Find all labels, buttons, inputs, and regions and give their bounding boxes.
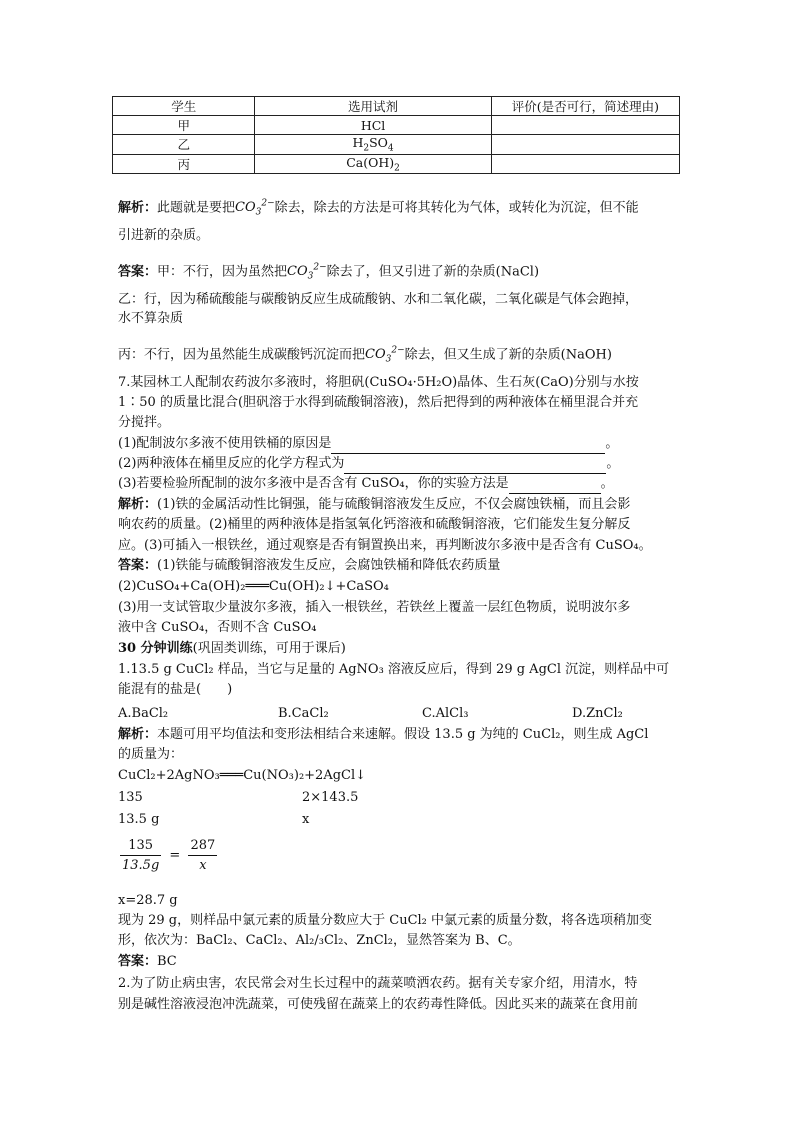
q1-analysis-2: 的质量为： (118, 747, 184, 762)
q2-line-1: 2.为了防止病虫害，农民常会对生长过程中的蔬菜喷洒农药。据有关专家介绍，用清水，特 (118, 976, 638, 991)
answer-blank (344, 459, 606, 474)
q7-answer-3b: 液中含 CuSO₄，否则不含 CuSO₄ (118, 620, 317, 635)
fraction-numerator: 135 (128, 838, 154, 853)
ratio-value: x (302, 812, 310, 827)
q1-answer (118, 952, 680, 972)
table-cell-student: 丙 (113, 154, 255, 174)
q1-analysis-1 (118, 725, 680, 745)
table-row (113, 135, 680, 155)
q1-ratio-row-1 (118, 788, 680, 808)
section-subtitle: (巩固类训练，可用于课后) (192, 641, 346, 656)
q7-stem-1: 7.某园林工人配制农药波尔多液时，将胆矾(CuSO₄·5H₂O)晶体、生石灰(CaO)分别与水按 (118, 375, 639, 390)
carbonate-formula: $CO_3^{2-}$ (365, 346, 405, 365)
q7-sub3 (118, 474, 680, 494)
q6-answer-yi-2: 水不算杂质 (118, 311, 184, 326)
table-cell-reagent: HCl (255, 116, 491, 135)
q7-stem-3: 分搅拌。 (118, 415, 171, 430)
q1-stem-2: 能混有的盐是( ) (118, 682, 233, 697)
q7-analysis-1 (118, 495, 680, 515)
option-d: D.ZnCl₂ (572, 706, 623, 721)
q6-analysis-line1 (118, 194, 680, 223)
q7-answer-2: (2)CuSO₄+Ca(OH)₂═══Cu(OH)₂↓+CaSO₄ (118, 579, 389, 594)
q7-analysis-3: 应。(3)可插入一根铁丝，通过观察是否有铜置换出来，再判断波尔多液中是否含有 CuSO₄。 (118, 538, 652, 553)
option-c: C.AlCl₃ (422, 706, 469, 721)
period: 。 (600, 476, 614, 491)
table-cell-reagent: $Ca(OH)_2$ (255, 154, 491, 174)
q7-sub2 (118, 454, 680, 474)
q7-answer-3a: (3)用一支试管取少量波尔多液，插入一根铁丝，若铁丝上覆盖一层红色物质，说明波尔多 (118, 600, 631, 615)
table-cell-eval (491, 154, 679, 174)
answer-label: 答案： (118, 954, 158, 969)
answer-text: (1)铁能与硫酸铜溶液发生反应，会腐蚀铁桶和降低农药质量 (157, 558, 501, 573)
fraction-right (188, 838, 217, 873)
analysis-text: 本题可用平均值法和变形法相结合来速解。假设 13.5 g 为纯的 CuCl₂，则生成 AgCl (157, 727, 649, 742)
section-heading (118, 639, 680, 659)
analysis-label: 解析： (118, 200, 158, 216)
analysis-text: 除去，除去的方法是可将其转化为气体，或转化为沉淀，但不能 (274, 200, 639, 216)
analysis-text: (1)铁的金属活动性比铜强，能与硫酸铜溶液发生反应，不仅会腐蚀铁桶，而且会影 (157, 497, 631, 512)
ratio-value: 13.5 g (118, 812, 160, 827)
option-b: B.CaCl₂ (278, 706, 329, 721)
fraction-denominator: 13.5g (120, 855, 161, 873)
answer-text: 除去了，但又引进了新的杂质(NaCl) (326, 264, 540, 280)
analysis-label: 解析： (118, 727, 158, 742)
fraction-left (120, 838, 161, 873)
ratio-value: 2×143.5 (302, 790, 359, 805)
answer-text: 甲：不行，因为虽然把 (157, 264, 288, 280)
q7-sub1 (118, 434, 680, 454)
ratio-value: 135 (118, 790, 143, 805)
table-cell-eval (491, 116, 679, 135)
table-cell-reagent: $H_2SO_4$ (255, 135, 491, 155)
table-header: 选用试剂 (255, 97, 491, 116)
table-cell-student: 甲 (113, 116, 255, 135)
q7-stem-2: 1∶50 的质量比混合(胆矾溶于水得到硫酸铜溶液)，然后把得到的两种液体在桶里混合并充 (118, 395, 639, 410)
table-header-row (113, 97, 680, 116)
carbonate-formula: $CO_3^{2-}$ (235, 199, 275, 218)
table-header: 学生 (113, 97, 255, 116)
answer-text: 除去，但又生成了新的杂质(NaOH) (404, 347, 612, 363)
proportion-equation (120, 838, 217, 873)
question-text: (2)两种液体在桶里反应的化学方程式为 (118, 456, 345, 471)
q2-line-2: 别是碱性溶液浸泡冲洗蔬菜，可使残留在蔬菜上的农药毒性降低。因此买来的蔬菜在食用前 (118, 997, 639, 1012)
q1-ratio-row-2 (118, 810, 680, 830)
answer-blank (509, 479, 601, 494)
reagent-table (112, 96, 680, 174)
table-header: 评价(是否可行，简述理由) (491, 97, 679, 116)
q6-answer-jia (118, 258, 680, 287)
q1-analysis-4: 形，依次为：BaCl₂、CaCl₂、Al₂/₃Cl₂、ZnCl₂，显然答案为 B、C。 (118, 933, 521, 948)
analysis-text: 此题就是要把 (157, 200, 236, 216)
fraction-numerator: 287 (190, 838, 216, 853)
answer-label: 答案： (118, 558, 158, 573)
question-text: (3)若要检验所配制的波尔多液中是否含有 CuSO₄，你的实验方法是 (118, 476, 509, 491)
q7-answer-1 (118, 556, 680, 576)
section-title: 30 分钟训练 (118, 641, 193, 656)
q6-answer-bing (118, 341, 680, 370)
period: 。 (606, 456, 620, 471)
q1-equation: CuCl₂+2AgNO₃═══Cu(NO₃)₂+2AgCl↓ (118, 768, 367, 783)
answer-text: 丙：不行，因为虽然能生成碳酸钙沉淀而把 (118, 347, 366, 363)
q1-x-value: x=28.7 g (118, 893, 178, 908)
q1-analysis-3: 现为 29 g，则样品中氯元素的质量分数应大于 CuCl₂ 中氯元素的质量分数，将各选项稍加变 (118, 913, 653, 928)
equals-sign: = (169, 848, 181, 863)
table-cell-student: 乙 (113, 135, 255, 155)
period: 。 (605, 436, 619, 451)
q7-analysis-2: 响农药的质量。(2)桶里的两种液体是指氢氧化钙溶液和硫酸铜溶液，它们能发生复分解反 (118, 517, 631, 532)
answer-label: 答案： (118, 264, 158, 280)
table-row (113, 116, 680, 135)
table-cell-eval (491, 135, 679, 155)
table-row (113, 154, 680, 174)
option-a: A.BaCl₂ (118, 706, 169, 721)
q6-analysis-line2: 引进新的杂质。 (118, 228, 210, 243)
analysis-label: 解析： (118, 497, 158, 512)
fraction-denominator: x (188, 855, 217, 873)
q1-stem-1: 1.13.5 g CuCl₂ 样品，当它与足量的 AgNO₃ 溶液反应后，得到 29 g AgCl 沉淀，则样品中可 (118, 662, 670, 677)
carbonate-formula: $CO_3^{2-}$ (287, 263, 327, 282)
q6-answer-yi-1: 乙：行，因为稀硫酸能与碳酸钠反应生成硫酸钠、水和二氧化碳，二氧化碳是气体会跑掉， (118, 292, 639, 307)
answer-blank (331, 439, 605, 454)
question-text: (1)配制波尔多液不使用铁桶的原因是 (118, 436, 332, 451)
answer-text: BC (157, 954, 177, 969)
